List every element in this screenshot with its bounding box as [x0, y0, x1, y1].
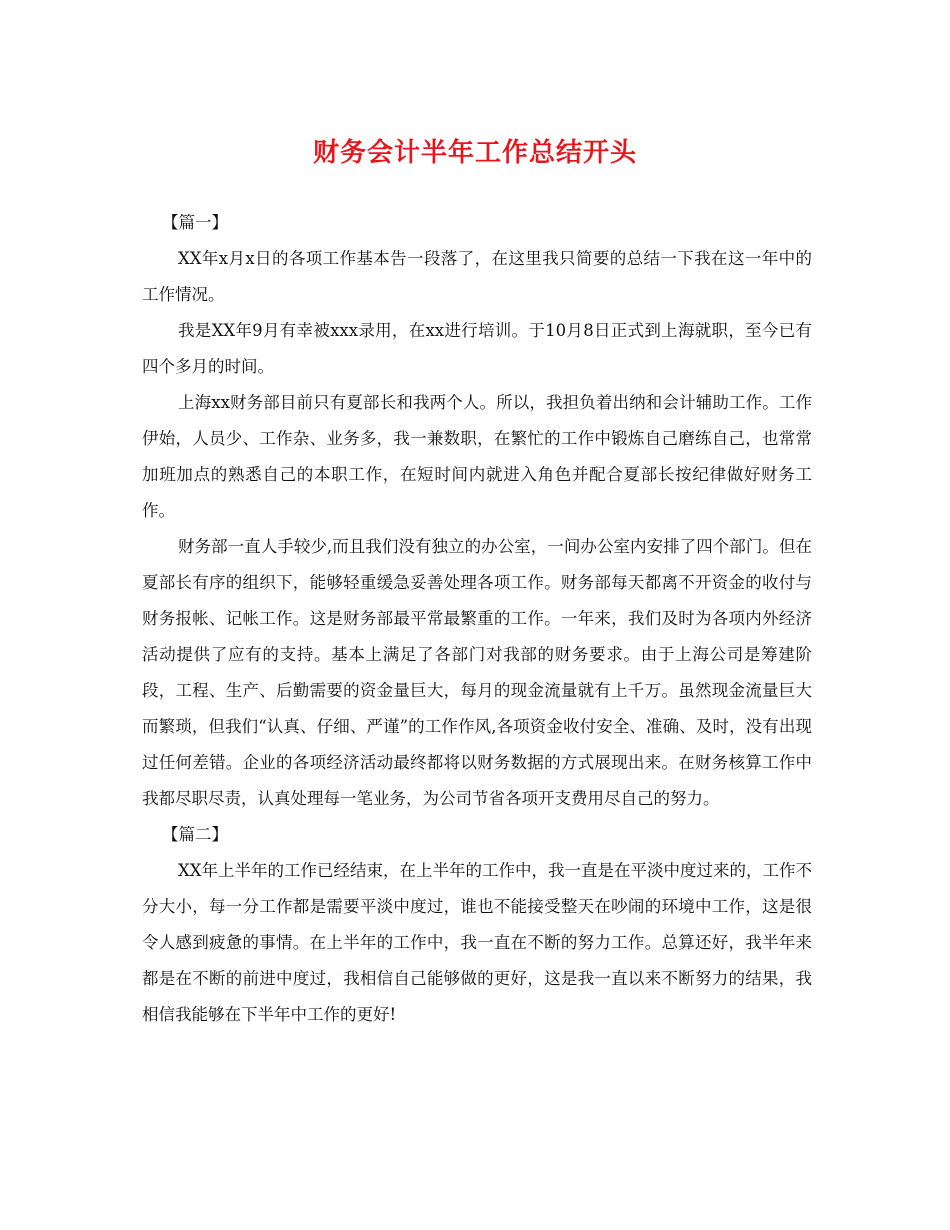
- document-title: 财务会计半年工作总结开头: [312, 138, 637, 168]
- section-heading-part-two: 【篇二】: [162, 825, 228, 844]
- document-body: [142, 205, 812, 1033]
- paragraph: 财务部一直人手较少,而且我们没有独立的办公室，一间办公室内安排了四个部门。但在夏部长有序的组织下，能够轻重缓急妥善处理各项工作。财务部每天都离不开资金的收付与财务报帐、记帐工作。这是财务部最平常最繁重的工作。一年来，我们及时为各项内外经济活动提供了应有的支持。基本上满足了各部门对我部的财务要求。由于上海公司是筹建阶段，工程、生产、后勤需要的资金量巨大，每月的现金流量就有上千万。虽然现金流量巨大而繁琐，但我们“认真、仔细、严谨”的工作作风,各项资金收付安全、准确、及时，没有出现过任何差错。企业的各项经济活动最终都将以财务数据的方式展现出来。在财务核算工作中我都尽职尽责，认真处理每一笔业务，为公司节省各项开支费用尽自己的努力。: [142, 537, 812, 808]
- paragraph: XX年上半年的工作已经结束，在上半年的工作中，我一直是在平淡中度过来的，工作不分大小，每一分工作都是需要平淡中度过，谁也不能接受整天在吵闹的环境中工作，这是很令人感到疲惫的事情。在上半年的工作中，我一直在不断的努力工作。总算还好，我半年来都是在不断的前进中度过，我相信自己能够做的更好，这是我一直以来不断努力的结果，我相信我能够在下半年中工作的更好!: [142, 861, 812, 1024]
- paragraph: XX年x月x日的各项工作基本告一段落了，在这里我只简要的总结一下我在这一年中的工作情况。: [142, 249, 812, 304]
- paragraph: 我是XX年9月有幸被xxx录用，在xx进行培训。于10月8日正式到上海就职，至今已有四个多月的时间。: [142, 321, 812, 376]
- section-heading-part-one: 【篇一】: [162, 213, 228, 232]
- paragraph: 上海xx财务部目前只有夏部长和我两个人。所以，我担负着出纳和会计辅助工作。工作伊始，人员少、工作杂、业务多，我一兼数职，在繁忙的工作中锻炼自己磨练自己，也常常加班加点的熟悉自己的本职工作，在短时间内就进入角色并配合夏部长按纪律做好财务工作。: [142, 393, 812, 520]
